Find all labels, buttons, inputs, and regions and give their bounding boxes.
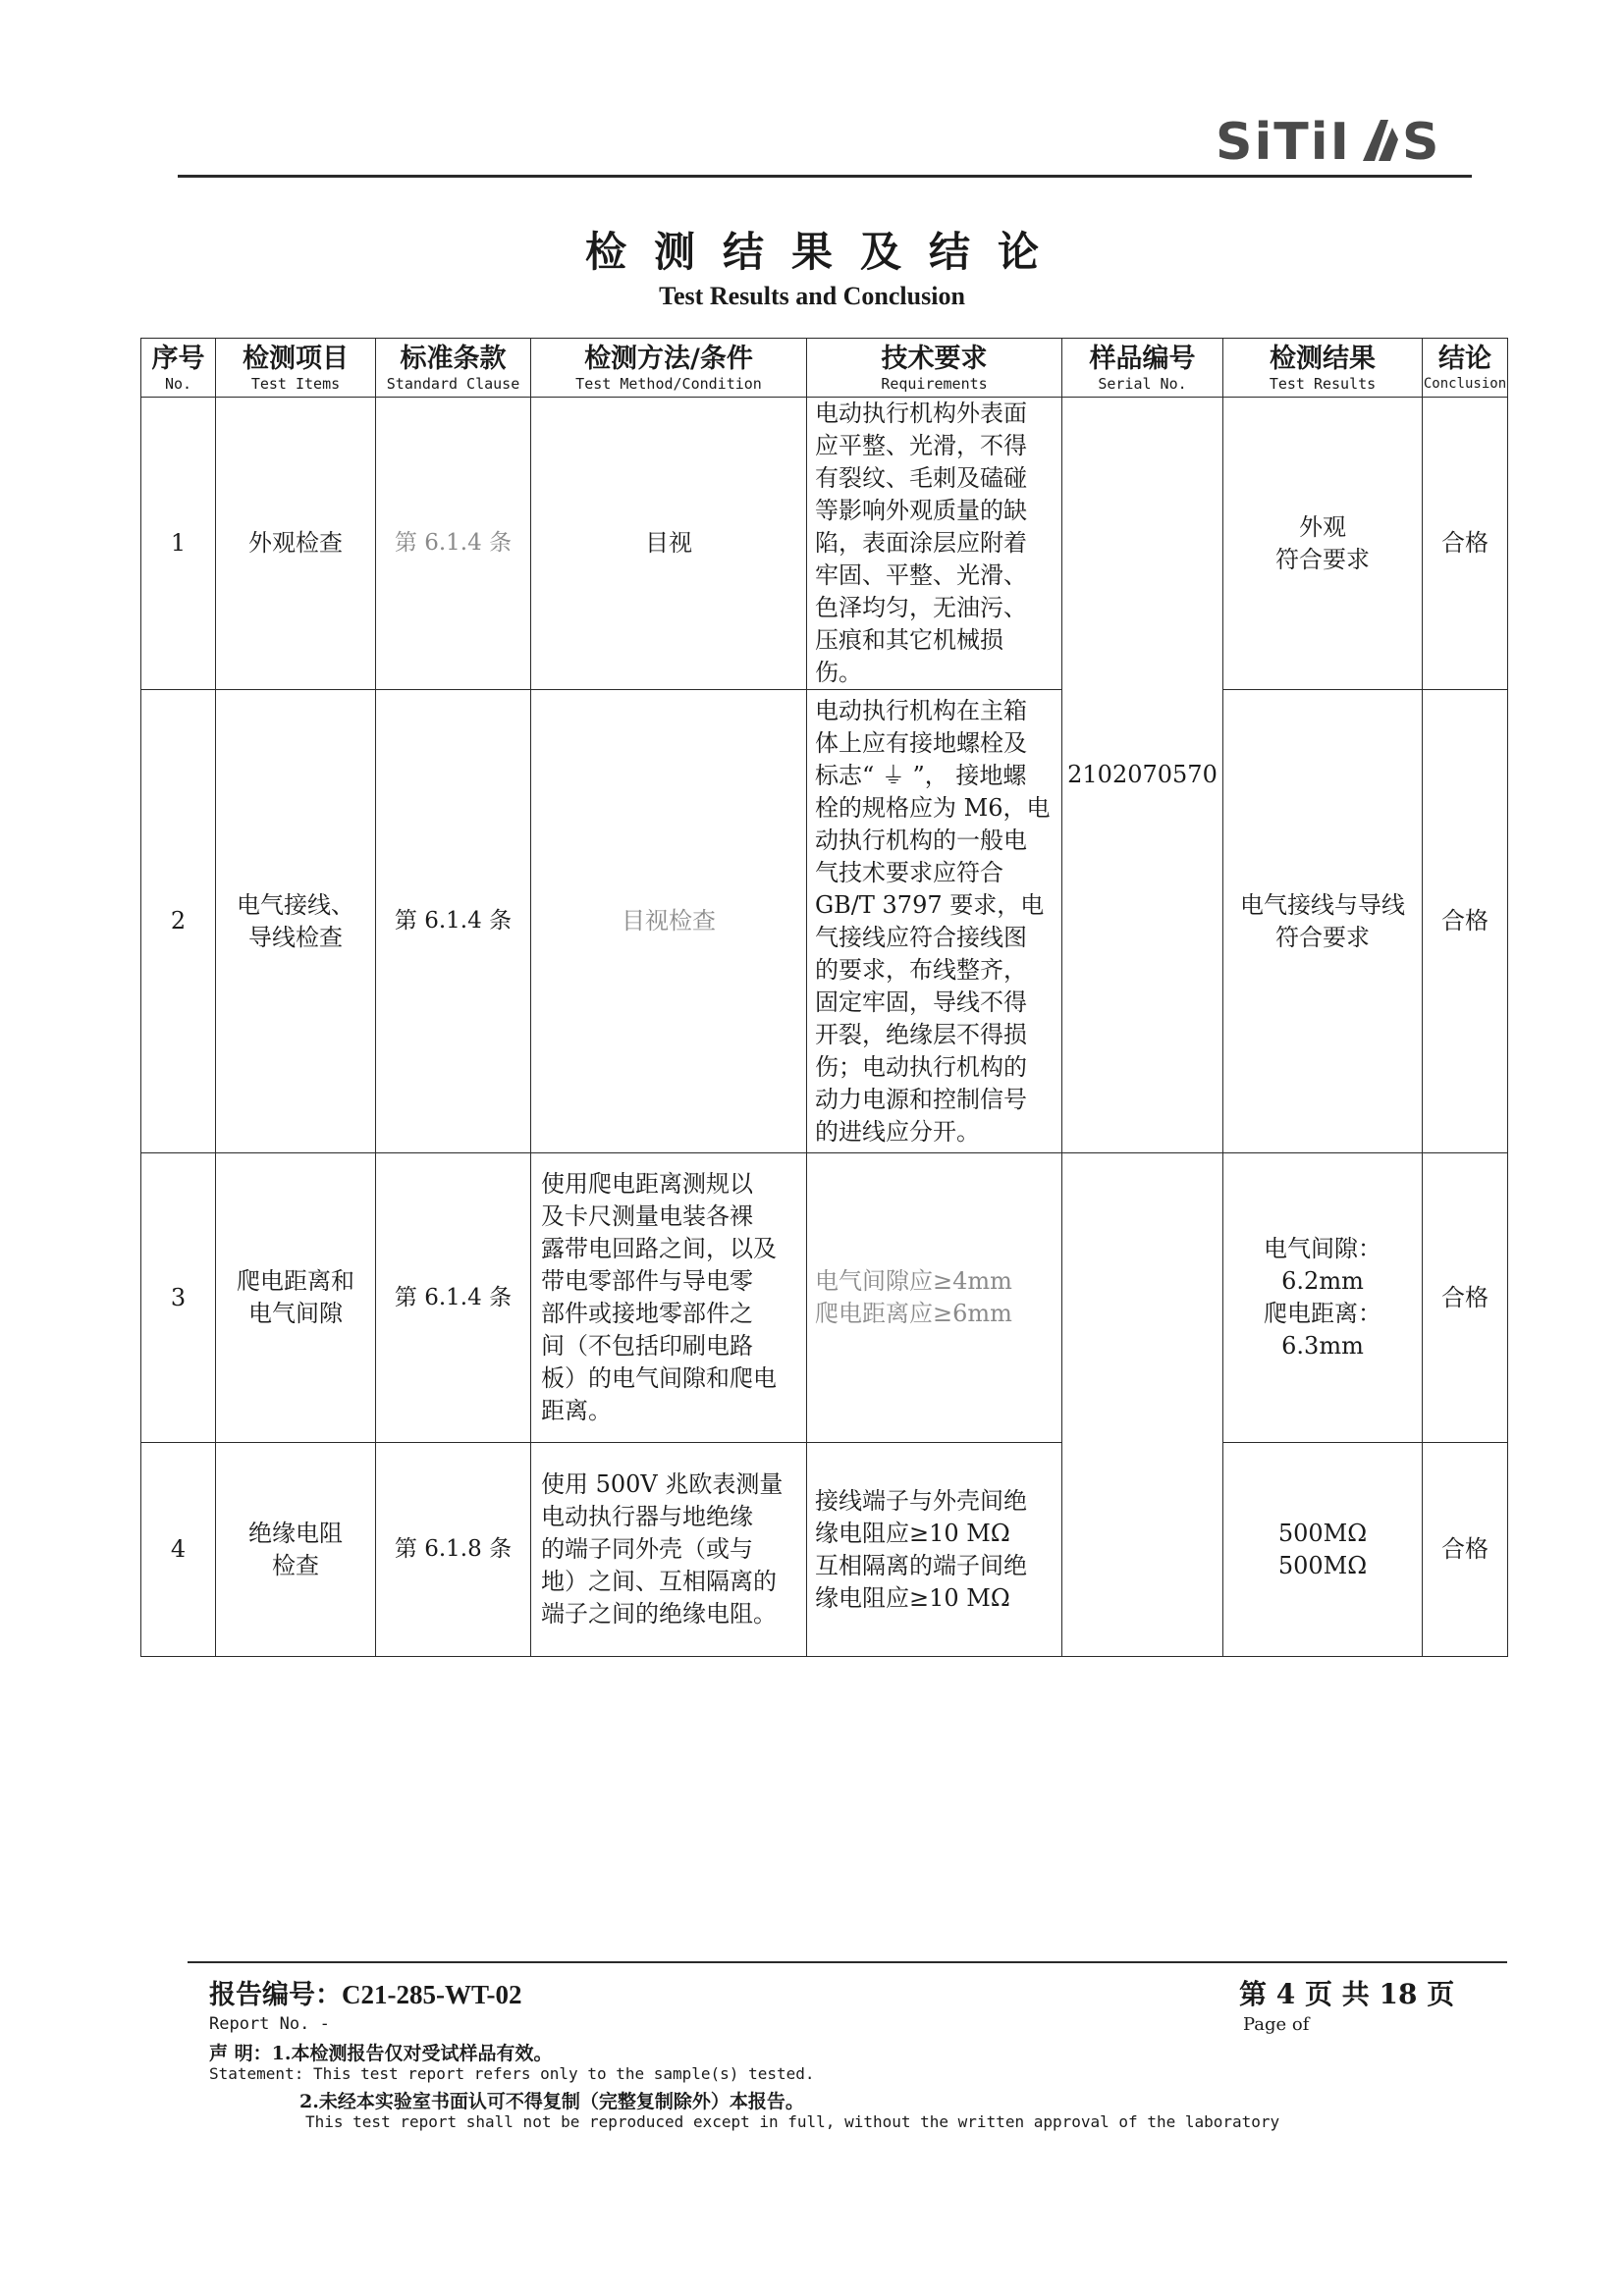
report-number-en: Report No. -: [209, 2014, 330, 2034]
table-row: [141, 690, 1508, 1153]
col-header-item: 检测项目 Test Items: [216, 339, 376, 398]
row-conclusion: 合格: [1423, 1443, 1508, 1657]
row-method: 目视检查: [531, 690, 807, 1153]
col-header-no: 序号 No.: [141, 339, 216, 398]
row-conclusion: 合格: [1423, 1153, 1508, 1443]
table-row: [141, 398, 1508, 690]
row-no: 2: [141, 690, 216, 1153]
report-number: 报告编号：C21-285-WT-02: [209, 1980, 522, 2010]
header-rule: [178, 175, 1472, 178]
page-title-en: Test Results and Conclusion: [659, 282, 965, 310]
page-title-cn: 检测结果及结论: [584, 228, 1066, 276]
logo-mark: [1216, 110, 1461, 173]
statement-2-cn: 2.未经本实验室书面认可不得复制（完整复制除外）本报告。: [299, 2091, 804, 2112]
row-method: 目视: [531, 398, 807, 690]
row-conclusion: 合格: [1423, 690, 1508, 1153]
row-item: 外观检查: [216, 398, 376, 690]
serial-number-continued: [1062, 1153, 1223, 1657]
col-header-conclusion: 结论 Conclusion: [1423, 339, 1508, 398]
col-header-clause: 标准条款 Standard Clause: [376, 339, 531, 398]
row-requirements: 接线端子与外壳间绝 缘电阻应≥10 MΩ 互相隔离的端子间绝 缘电阻应≥10 MΩ: [807, 1443, 1062, 1657]
row-item: 绝缘电阻 检查: [216, 1443, 376, 1657]
row-result: 500MΩ 500MΩ: [1223, 1443, 1423, 1657]
page-indicator: 第 4 页 共 18 页: [1239, 1978, 1455, 2010]
row-method: 使用爬电距离测规以 及卡尺测量电装各裸 露带电回路之间，以及 带电零部件与导电零 部件或接地零部件之 间（不包括印刷电路 板）的电气间隙和爬电 距离。: [531, 1153, 807, 1443]
row-item: 爬电距离和 电气间隙: [216, 1153, 376, 1443]
page-indicator-en: Page of: [1243, 2014, 1310, 2035]
row-clause: 第 6.1.4 条: [376, 398, 531, 690]
footer-rule: [188, 1961, 1507, 1963]
table-header-row: [141, 339, 1508, 398]
row-result: 电气间隙：6.2mm 爬电距离：6.3mm: [1223, 1153, 1423, 1443]
row-item: 电气接线、 导线检查: [216, 690, 376, 1153]
row-clause: 第 6.1.4 条: [376, 690, 531, 1153]
row-requirements: 电动执行机构外表面 应平整、光滑，不得 有裂纹、毛刺及磕碰 等影响外观质量的缺 陷，表面涂层应附着 牢固、平整、光滑、 色泽均匀，无油污、 压痕和其它机械损 伤。: [807, 398, 1062, 690]
col-header-method: 检测方法/条件 Test Method/Condition: [531, 339, 807, 398]
row-clause: 第 6.1.8 条: [376, 1443, 531, 1657]
col-header-results: 检测结果 Test Results: [1223, 339, 1423, 398]
company-logo: [1216, 110, 1461, 173]
results-table: [140, 338, 1508, 1657]
row-conclusion: 合格: [1423, 398, 1508, 690]
statement-1-cn: 声 明：1.本检测报告仅对受试样品有效。: [209, 2043, 553, 2064]
row-result: 电气接线与导线 符合要求: [1223, 690, 1423, 1153]
table-row: [141, 1153, 1508, 1443]
svg-text:SiTiI: SiTiI: [1216, 113, 1351, 172]
row-clause: 第 6.1.4 条: [376, 1153, 531, 1443]
row-no: 1: [141, 398, 216, 690]
col-header-serial: 样品编号 Serial No.: [1062, 339, 1223, 398]
statement-2-en: This test report shall not be reproduced except in full, without the written approval of the laboratory: [305, 2112, 1280, 2131]
row-no: 3: [141, 1153, 216, 1443]
row-no: 4: [141, 1443, 216, 1657]
row-requirements: 电气间隙应≥4mm 爬电距离应≥6mm: [807, 1153, 1062, 1443]
table-row: [141, 1443, 1508, 1657]
serial-number: 2102070570: [1062, 398, 1223, 1153]
row-requirements: 电动执行机构在主箱 体上应有接地螺栓及 标志“ ⏚ ”， 接地螺 栓的规格应为 M6，电 动执行机构的一般电 气技术要求应符合 GB/T 3797 要求，电 气接线应符合接线图 的要求，布线整齐， 固定牢固，导线不得 开裂，绝缘层不得损 伤；电动执行机构的 动力电源和控制信号 的进线应分开。: [807, 690, 1062, 1153]
svg-text:S: S: [1402, 113, 1442, 172]
statement-1-en: Statement: This test report refers only to the sample(s) tested.: [209, 2064, 815, 2083]
col-header-requirements: 技术要求 Requirements: [807, 339, 1062, 398]
row-result: 外观 符合要求: [1223, 398, 1423, 690]
row-method: 使用 500V 兆欧表测量 电动执行器与地绝缘 的端子同外壳（或与 地）之间、互相隔离的 端子之间的绝缘电阻。: [531, 1443, 807, 1657]
